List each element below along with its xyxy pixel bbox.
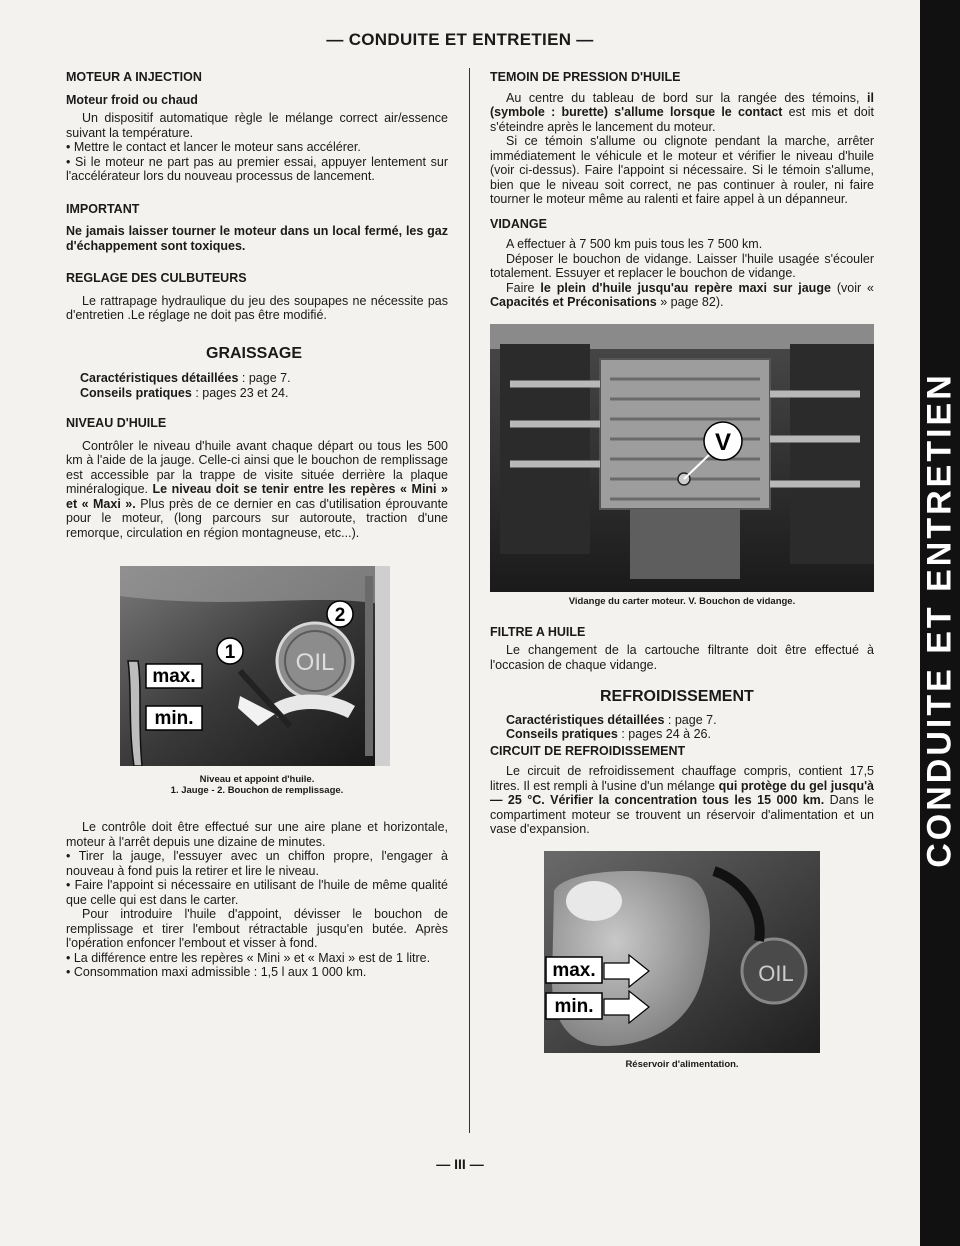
filtre-paragraph: Le changement de la cartouche filtrante doit être effectué à l'occasion de chaque vidange.: [490, 643, 874, 672]
fig1-caption-line-2: 1. Jauge - 2. Bouchon de remplissage.: [170, 785, 344, 796]
refroid-ref-1-label: Caractéristiques détaillées: [506, 712, 665, 727]
page-header: — CONDUITE ET ENTRETIEN —: [326, 30, 594, 49]
niveau-paragraph-1: [66, 439, 448, 541]
refroidissement-heading: REFROIDISSEMENT: [600, 688, 754, 705]
vidange-p3-bold: le plein d'huile jusqu'au repère maxi sur jauge: [540, 280, 831, 295]
temoin-heading: TEMOIN DE PRESSION D'HUILE: [490, 70, 681, 84]
temoin-p1-text: Au centre du tableau de bord sur la rangée des témoins,: [506, 90, 868, 105]
graissage-ref-1-label: Caractéristiques détaillées: [80, 371, 239, 385]
circuit-paragraph: [490, 764, 874, 837]
circuit-text: Le circuit de refroidissement chauffage compris, contient 17,5 litres. Il est rempli à l'usine d'un mélange: [490, 764, 874, 793]
circuit-bold: qui protège du gel jusqu'à — 25 °C. Vérifier la concentration tous les 15 000 km.: [490, 778, 875, 807]
figure-coolant-reservoir: [544, 851, 820, 1053]
graissage-ref-2: [80, 386, 448, 401]
niveau-bullet-1: • Tirer la jauge, l'essuyer avec un chiffon propre, l'engager à nouveau à fond puis la retirer et lire le niveau.: [66, 849, 448, 878]
circuit-text-2: Dans le compartiment moteur se trouvent un réservoir d'alimentation et un vase d'expansion.: [490, 793, 875, 836]
fig3-caption: Réservoir d'alimentation.: [625, 1058, 739, 1070]
fig1-caption-line-1: Niveau et appoint d'huile.: [199, 774, 315, 785]
graissage-ref-2-value: : pages 23 et 24.: [191, 385, 289, 400]
vidange-p3-text: Faire: [506, 280, 541, 295]
niveau-p1-text-2: Plus près de ce dernier en cas d'utilisation éprouvante pour le moteur, (long parcours sur autoroute, traction d'une remorque, circulation en région montagneuse, etc...).: [66, 496, 449, 540]
left-column: [66, 70, 448, 980]
side-tab: [920, 0, 960, 1246]
graissage-ref-1: [80, 371, 448, 386]
temoin-p1-bold: il (symbole : burette) s'allume lorsque le contact: [490, 90, 874, 119]
niveau-bullet-3: • La différence entre les repères « Mini » et « Maxi » est de 1 litre.: [66, 950, 431, 965]
vidange-p3-text-3: » page 82).: [656, 295, 724, 309]
moteur-injection-heading: MOTEUR A INJECTION: [66, 70, 202, 84]
niveau-paragraph-3: Pour introduire l'huile d'appoint, dévisser le bouchon de remplissage et tirer l'embout rétractable jusqu'en butée. Après l'opération enfoncer l'embout et visser à fond.: [66, 907, 448, 950]
fig2-label-v: V: [714, 428, 732, 456]
column-divider: [469, 68, 470, 1133]
circuit-heading: CIRCUIT DE REFROIDISSEMENT: [490, 743, 686, 758]
niveau-p1-bold: Le niveau doit se tenir entre les repères « Mini » et « Maxi ».: [66, 482, 449, 511]
refroid-ref-1: [506, 713, 874, 728]
temoin-paragraph-1: [490, 91, 874, 135]
vidange-paragraph-3: [490, 281, 874, 310]
niveau-bullet-4: • Consommation maxi admissible : 1,5 l aux 1 000 km.: [66, 965, 367, 979]
graissage-ref-1-value: : page 7.: [238, 371, 291, 385]
vidange-p3-text-2: (voir «: [830, 280, 874, 295]
vidange-paragraph-1: A effectuer à 7 500 km puis tous les 7 500 km.: [506, 237, 763, 251]
important-heading: IMPORTANT: [66, 201, 140, 216]
refroid-ref-2: [506, 727, 874, 742]
vidange-p3-bold-2: Capacités et Préconisations: [490, 295, 657, 309]
niveau-heading: NIVEAU D'HUILE: [66, 416, 167, 430]
moteur-froid-subheading: Moteur froid ou chaud: [66, 92, 198, 107]
reglage-heading: REGLAGE DES CULBUTEURS: [66, 271, 247, 285]
figure-oil-drain: [490, 324, 874, 592]
fig3-label-min: min.: [554, 995, 594, 1017]
refroid-ref-1-value: : page 7.: [664, 712, 717, 727]
fig1-label-min: min.: [154, 708, 194, 729]
niveau-p1-text: Contrôler le niveau d'huile avant chaque départ ou tous les 500 km à l'aide de la jauge. Celle-ci ainsi que le bouchon de remplissage est accessible par la trappe de visite située derrière la plaque minéralogique.: [66, 438, 448, 496]
important-paragraph: Ne jamais laisser tourner le moteur dans un local fermé, les gaz d'échappement sont toxiques.: [66, 224, 448, 253]
vidange-paragraph-2: Déposer le bouchon de vidange. Laisser l'huile usagée s'écouler totalement. Essuyer et replacer le bouchon de vidange.: [490, 251, 874, 280]
fig1-caption: [66, 774, 448, 796]
moteur-paragraph: Un dispositif automatique règle le mélange correct air/essence suivant la température.: [66, 111, 448, 140]
temoin-paragraph-2: Si ce témoin s'allume ou clignote pendant la marche, arrêter immédiatement le véhicule et le moteur et vérifier le niveau d'huile (voir ci-dessus). Faire l'appoint si nécessaire. Si le témoin s'allume, bien que le niveau soit correct, ne pas continuer à rouler, ni faire tourner le moteur même au ralenti et faire appel à un dépanneur.: [490, 134, 874, 206]
graissage-heading: GRAISSAGE: [206, 344, 303, 362]
filtre-heading: FILTRE A HUILE: [490, 624, 586, 639]
temoin-p1-text-2: est mis et doit s'éteindre après le lancement du moteur.: [490, 105, 875, 134]
vidange-heading: VIDANGE: [490, 216, 547, 231]
fig1-callout-1: 1: [224, 642, 236, 663]
oil-drain-photo: [490, 324, 874, 592]
refroid-ref-2-label: Conseils pratiques: [506, 727, 618, 741]
moteur-bullet-2: • Si le moteur ne part pas au premier essai, appuyer lentement sur l'accélérateur lors du nouveau processus de lancement.: [66, 154, 448, 183]
refroid-ref-2-value: : pages 24 à 26.: [617, 727, 711, 741]
side-tab-label: CONDUITE ET ENTRETIEN: [920, 372, 959, 868]
figure-oil-level: [120, 566, 390, 766]
fig2-caption: Vidange du carter moteur. V. Bouchon de vidange.: [568, 595, 796, 607]
graissage-ref-2-label: Conseils pratiques: [80, 385, 192, 400]
moteur-bullet-1: • Mettre le contact et lancer le moteur sans accélérer.: [66, 140, 361, 154]
reglage-paragraph: Le rattrapage hydraulique du jeu des soupapes ne nécessite pas d'entretien .Le réglage ne doit pas être modifié.: [66, 293, 448, 322]
fig1-callout-2: 2: [334, 605, 346, 626]
niveau-paragraph-2: Le contrôle doit être effectué sur une aire plane et horizontale, moteur à l'arrêt depuis une dizaine de minutes.: [66, 820, 448, 849]
niveau-bullet-2: • Faire l'appoint si nécessaire en utilisant de l'huile de même qualité que celle qui est dans le carter.: [66, 878, 448, 907]
page-number: — III —: [436, 1156, 484, 1172]
fig1-label-max: max.: [152, 666, 196, 687]
coolant-reservoir-photo: [544, 851, 820, 1053]
fig3-label-max: max.: [552, 959, 596, 981]
right-column: [490, 70, 874, 1070]
fig3-oil-text: OIL: [758, 960, 794, 986]
fig1-oil-text: OIL: [295, 649, 335, 676]
oil-level-photo: [120, 566, 390, 766]
